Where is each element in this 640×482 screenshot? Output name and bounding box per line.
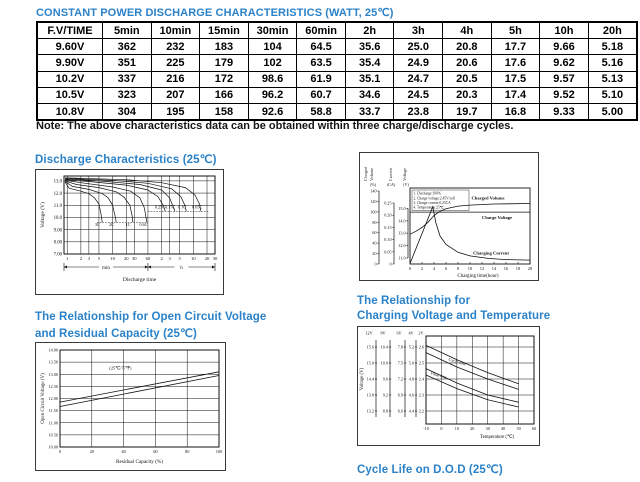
svg-text:14.4: 14.4 — [366, 376, 374, 382]
svg-text:20: 20 — [372, 251, 377, 257]
svg-text:20: 20 — [123, 256, 129, 261]
svg-text:10.0: 10.0 — [53, 216, 62, 222]
svg-text:2.3: 2.3 — [418, 392, 424, 398]
table-cell: 5.18 — [588, 39, 637, 55]
svg-text:Discharge time: Discharge time — [122, 277, 157, 283]
table-cell: 5.10 — [588, 87, 637, 103]
svg-text:13.0: 13.0 — [53, 179, 62, 185]
table-cell: 5.13 — [588, 71, 637, 87]
svg-text:7.2: 7.2 — [397, 376, 403, 382]
svg-text:100: 100 — [215, 449, 223, 454]
svg-text:10: 10 — [454, 426, 459, 431]
svg-text:10: 10 — [467, 266, 473, 271]
svg-text:3. Charge current:0.25CA: 3. Charge current:0.25CA — [413, 201, 451, 205]
svg-text:3: 3 — [87, 256, 91, 261]
svg-text:40: 40 — [501, 426, 506, 431]
svg-text:6V: 6V — [396, 330, 402, 336]
svg-text:20: 20 — [470, 426, 475, 431]
svg-text:11.00: 11.00 — [48, 420, 58, 426]
svg-text:10: 10 — [191, 256, 196, 261]
ocv-residual-capacity-chart — [35, 342, 226, 471]
table-cell: 33.7 — [345, 103, 394, 120]
table-cell: 304 — [103, 103, 152, 120]
table-cell: 158 — [200, 103, 249, 120]
svg-text:3C: 3C — [94, 221, 100, 227]
svg-text:2V: 2V — [418, 330, 424, 336]
svg-text:1. Discharge:100%: 1. Discharge:100% — [413, 191, 441, 196]
discharge-section-title: Discharge Characteristics (25℃) — [35, 154, 217, 166]
svg-text:Charging time(hour): Charging time(hour) — [457, 274, 499, 279]
table-cell: 35.4 — [345, 55, 394, 71]
table-cell: 225 — [151, 55, 200, 71]
svg-text:16: 16 — [503, 266, 509, 271]
svg-text:5.2: 5.2 — [408, 344, 414, 350]
svg-text:8.00: 8.00 — [53, 240, 62, 246]
svg-text:80: 80 — [185, 449, 190, 454]
svg-text:0.1C: 0.1C — [178, 204, 187, 210]
svg-text:9.2: 9.2 — [382, 392, 388, 398]
svg-text:10.4: 10.4 — [380, 344, 388, 350]
table-cell: 9.33 — [540, 103, 589, 120]
table-header-cell: F.V/TIME — [37, 22, 103, 39]
svg-text:7.00: 7.00 — [53, 252, 62, 258]
discharge-chart-svg — [36, 170, 223, 294]
table-cell: 20.8 — [443, 39, 492, 55]
svg-text:11.50: 11.50 — [48, 408, 58, 414]
svg-text:6: 6 — [444, 266, 448, 271]
table-cell: 17.4 — [491, 87, 540, 103]
svg-text:2.2: 2.2 — [418, 408, 424, 414]
svg-text:min: min — [102, 265, 110, 271]
svg-text:Charge Voltage: Charge Voltage — [481, 214, 513, 220]
svg-text:0: 0 — [389, 261, 392, 267]
table-cell: 9.52 — [540, 87, 589, 103]
table-header-cell: 2h — [345, 22, 394, 39]
table-cell: 34.6 — [345, 87, 394, 103]
table-cell: 24.9 — [394, 55, 443, 71]
svg-text:50: 50 — [516, 426, 521, 431]
table-cell: 23.8 — [394, 103, 443, 120]
table-cell: 25.0 — [394, 39, 443, 55]
svg-text:5: 5 — [97, 256, 101, 261]
svg-text:Voltage (V): Voltage (V) — [360, 367, 365, 391]
table-header-row — [37, 22, 637, 39]
svg-text:8: 8 — [456, 266, 460, 271]
table-cell: 20.3 — [443, 87, 492, 103]
svg-text:4.6: 4.6 — [408, 392, 414, 398]
table-cell: 179 — [200, 55, 249, 71]
svg-text:3: 3 — [168, 256, 171, 261]
svg-text:13.0: 13.0 — [398, 230, 406, 236]
svg-text:Volume: Volume — [369, 168, 374, 181]
svg-text:5.0: 5.0 — [408, 360, 414, 366]
table-cell: 351 — [103, 55, 152, 71]
table-cell: 24.7 — [394, 71, 443, 87]
svg-text:(25℃/77℉): (25℃/77℉) — [109, 365, 132, 371]
svg-text:11.0: 11.0 — [398, 255, 406, 261]
svg-text:0.20: 0.20 — [384, 212, 392, 218]
svg-text:1: 1 — [66, 256, 69, 261]
table-cell: 58.8 — [297, 103, 346, 120]
table-header-cell: 5h — [491, 22, 540, 39]
table-cell: 166 — [200, 87, 249, 103]
charging-temp-title-line2: Charging Voltage and Temperature — [357, 310, 551, 322]
svg-text:18: 18 — [515, 266, 521, 271]
table-cell: 35.6 — [345, 39, 394, 55]
table-cell: 9.57 — [540, 71, 589, 87]
table-row — [37, 103, 637, 120]
table-cell: 63.5 — [297, 55, 346, 71]
svg-text:-10: -10 — [423, 426, 429, 431]
table-cell: 216 — [151, 71, 200, 87]
table-cell: 20.5 — [443, 71, 492, 87]
table-cell: 9.60V — [37, 39, 103, 55]
svg-text:15.0: 15.0 — [398, 205, 406, 211]
table-cell: 35.1 — [345, 71, 394, 87]
svg-text:Cycle Use: Cycle Use — [448, 356, 467, 367]
table-cell: 9.66 — [540, 39, 589, 55]
table-row — [37, 39, 637, 55]
table-cell: 61.9 — [297, 71, 346, 87]
table-cell: 60.7 — [297, 87, 346, 103]
svg-text:4V: 4V — [408, 330, 414, 336]
svg-text:9.00: 9.00 — [53, 228, 62, 234]
discharge-chart — [35, 169, 224, 295]
table-cell: 24.5 — [394, 87, 443, 103]
charging-chart-svg — [360, 153, 538, 280]
table-cell: 10.8V — [37, 103, 103, 120]
table-header-cell: 60min — [297, 22, 346, 39]
svg-text:(%): (%) — [369, 182, 377, 187]
table-row — [37, 55, 637, 71]
table-header-cell: 15min — [200, 22, 249, 39]
svg-text:13.2: 13.2 — [366, 408, 374, 414]
note-text: Note: The above characteristics data can be obtained within three charge/discharge cycles. — [36, 120, 514, 132]
charging-voltage-temperature-chart — [357, 326, 540, 446]
svg-text:12.0: 12.0 — [53, 191, 62, 197]
svg-text:60: 60 — [531, 426, 537, 431]
svg-text:2C: 2C — [109, 221, 115, 227]
svg-text:100: 100 — [370, 209, 377, 215]
svg-text:60: 60 — [153, 449, 158, 454]
svg-text:15.6: 15.6 — [366, 344, 374, 350]
svg-text:0.05C: 0.05C — [192, 204, 203, 210]
table-cell: 9.62 — [540, 55, 589, 71]
table-cell: 10.5V — [37, 87, 103, 103]
svg-text:8.8: 8.8 — [382, 408, 388, 414]
svg-text:10: 10 — [110, 256, 115, 261]
svg-text:Charging Current: Charging Current — [473, 250, 509, 256]
constant-power-discharge-table — [36, 21, 638, 121]
svg-text:9.6: 9.6 — [382, 376, 388, 382]
table-cell: 337 — [103, 71, 152, 87]
table-cell: 20.6 — [443, 55, 492, 71]
table-cell: 5.00 — [588, 103, 637, 120]
svg-text:4. Temperature:25℃: 4. Temperature:25℃ — [413, 205, 444, 210]
table-cell: 104 — [248, 39, 297, 55]
table-cell: 16.8 — [491, 103, 540, 120]
svg-text:6.6: 6.6 — [397, 408, 403, 414]
table-cell: 96.2 — [248, 87, 297, 103]
svg-text:4.4: 4.4 — [408, 408, 414, 414]
svg-text:10.0: 10.0 — [380, 360, 388, 366]
svg-text:40: 40 — [372, 240, 377, 246]
svg-text:Charged Volume: Charged Volume — [471, 195, 505, 201]
table-cell: 10.2V — [37, 71, 103, 87]
svg-text:10.00: 10.00 — [48, 444, 58, 450]
svg-text:2. Charge voltage:2.45V/cell: 2. Charge voltage:2.45V/cell — [413, 196, 455, 201]
svg-text:0.15: 0.15 — [384, 224, 392, 230]
svg-text:0: 0 — [408, 266, 412, 271]
table-header-cell: 30min — [248, 22, 297, 39]
svg-text:11.0: 11.0 — [53, 203, 62, 209]
svg-text:2: 2 — [79, 256, 83, 261]
charging-characteristics-chart — [359, 152, 539, 281]
svg-text:(V): (V) — [403, 182, 409, 187]
table-header-cell: 3h — [394, 22, 443, 39]
svg-text:12V: 12V — [365, 330, 373, 336]
svg-text:0: 0 — [440, 426, 443, 431]
table-cell: 17.7 — [491, 39, 540, 55]
table-header-cell: 4h — [443, 22, 492, 39]
svg-text:60: 60 — [372, 230, 377, 236]
table-header-cell: 10h — [540, 22, 589, 39]
svg-text:2: 2 — [420, 266, 424, 271]
svg-text:0: 0 — [374, 261, 377, 267]
table-header-cell: 20h — [588, 22, 637, 39]
svg-text:6.9: 6.9 — [397, 392, 403, 398]
table-row — [37, 87, 637, 103]
table-cell: 64.5 — [297, 39, 346, 55]
svg-text:0: 0 — [58, 449, 62, 454]
svg-text:14.0: 14.0 — [398, 218, 406, 224]
svg-text:7.5: 7.5 — [397, 360, 403, 366]
svg-text:2: 2 — [160, 256, 163, 261]
table-header-cell: 5min — [103, 22, 152, 39]
page-title: CONSTANT POWER DISCHARGE CHARACTERISTICS (WATT, 25℃) — [36, 7, 394, 19]
svg-text:7.8: 7.8 — [397, 344, 403, 350]
svg-text:0.25C: 0.25C — [154, 204, 165, 210]
charging-voltage-temperature-svg — [358, 327, 539, 445]
table-cell: 98.6 — [248, 71, 297, 87]
svg-text:h: h — [180, 265, 183, 271]
svg-text:8V: 8V — [380, 330, 386, 336]
svg-text:0.6C: 0.6C — [139, 221, 148, 227]
svg-text:120: 120 — [370, 198, 377, 204]
cycle-life-section-title: Cycle Life on D.O.D (25℃) — [357, 464, 503, 476]
svg-text:0.05: 0.05 — [384, 249, 392, 255]
charging-temp-title-line1: The Relationship for — [357, 295, 471, 307]
svg-text:14.00: 14.00 — [48, 347, 58, 353]
ocv-section-title-line2: and Residual Capacity (25℃) — [35, 328, 197, 340]
svg-text:2.5: 2.5 — [418, 360, 424, 366]
svg-text:30: 30 — [212, 256, 218, 261]
svg-text:2.6: 2.6 — [418, 344, 424, 350]
svg-text:4: 4 — [432, 266, 436, 271]
table-cell: 102 — [248, 55, 297, 71]
svg-text:13.50: 13.50 — [48, 359, 58, 365]
svg-text:10.50: 10.50 — [48, 432, 58, 438]
table-cell: 232 — [151, 39, 200, 55]
svg-text:Charged: Charged — [363, 166, 368, 181]
svg-text:0.17C: 0.17C — [165, 204, 176, 210]
svg-text:Voltage (V): Voltage (V) — [40, 202, 46, 228]
svg-text:30: 30 — [131, 256, 137, 261]
table-cell: 17.6 — [491, 55, 540, 71]
svg-text:Voltage: Voltage — [402, 168, 407, 181]
svg-text:2.4: 2.4 — [418, 376, 424, 382]
table-cell: 17.5 — [491, 71, 540, 87]
svg-text:20: 20 — [527, 266, 533, 271]
svg-text:12.50: 12.50 — [48, 383, 58, 389]
svg-text:(CA): (CA) — [386, 182, 396, 187]
svg-text:1C: 1C — [125, 221, 131, 227]
svg-text:13.00: 13.00 — [48, 371, 58, 377]
table-row — [37, 71, 637, 87]
svg-text:12.00: 12.00 — [48, 396, 58, 402]
ocv-section-title-line1: The Relationship for Open Circuit Voltage — [35, 311, 267, 323]
table-cell: 207 — [151, 87, 200, 103]
table-cell: 19.7 — [443, 103, 492, 120]
svg-text:15.0: 15.0 — [366, 360, 374, 366]
table-cell: 362 — [103, 39, 152, 55]
table-cell: 183 — [200, 39, 249, 55]
svg-text:12: 12 — [479, 266, 485, 271]
svg-text:20: 20 — [89, 449, 94, 454]
svg-text:40: 40 — [121, 449, 126, 454]
svg-text:80: 80 — [372, 219, 377, 225]
svg-text:5: 5 — [178, 256, 181, 261]
svg-text:0.25: 0.25 — [384, 200, 392, 206]
svg-text:12.0: 12.0 — [398, 243, 406, 249]
table-cell: 92.6 — [248, 103, 297, 120]
svg-text:14: 14 — [491, 266, 497, 271]
ocv-chart-svg — [36, 343, 225, 470]
svg-text:0.10: 0.10 — [384, 237, 392, 243]
svg-text:Float Use: Float Use — [430, 370, 448, 380]
table-cell: 172 — [200, 71, 249, 87]
table-cell: 195 — [151, 103, 200, 120]
svg-text:13.8: 13.8 — [366, 392, 374, 398]
svg-text:60: 60 — [145, 256, 151, 261]
svg-text:4.8: 4.8 — [408, 376, 414, 382]
table-cell: 5.16 — [588, 55, 637, 71]
table-cell: 9.90V — [37, 55, 103, 71]
table-header-cell: 10min — [151, 22, 200, 39]
svg-text:20: 20 — [204, 256, 210, 261]
svg-text:Residual Capacity (%): Residual Capacity (%) — [116, 459, 163, 465]
svg-text:Current: Current — [388, 168, 393, 181]
table-cell: 323 — [103, 87, 152, 103]
svg-text:Temperature (℃): Temperature (℃) — [480, 435, 514, 440]
svg-text:30: 30 — [485, 426, 490, 431]
svg-text:Open Circuit Voltage (V): Open Circuit Voltage (V) — [41, 373, 46, 424]
svg-text:140: 140 — [370, 188, 377, 194]
